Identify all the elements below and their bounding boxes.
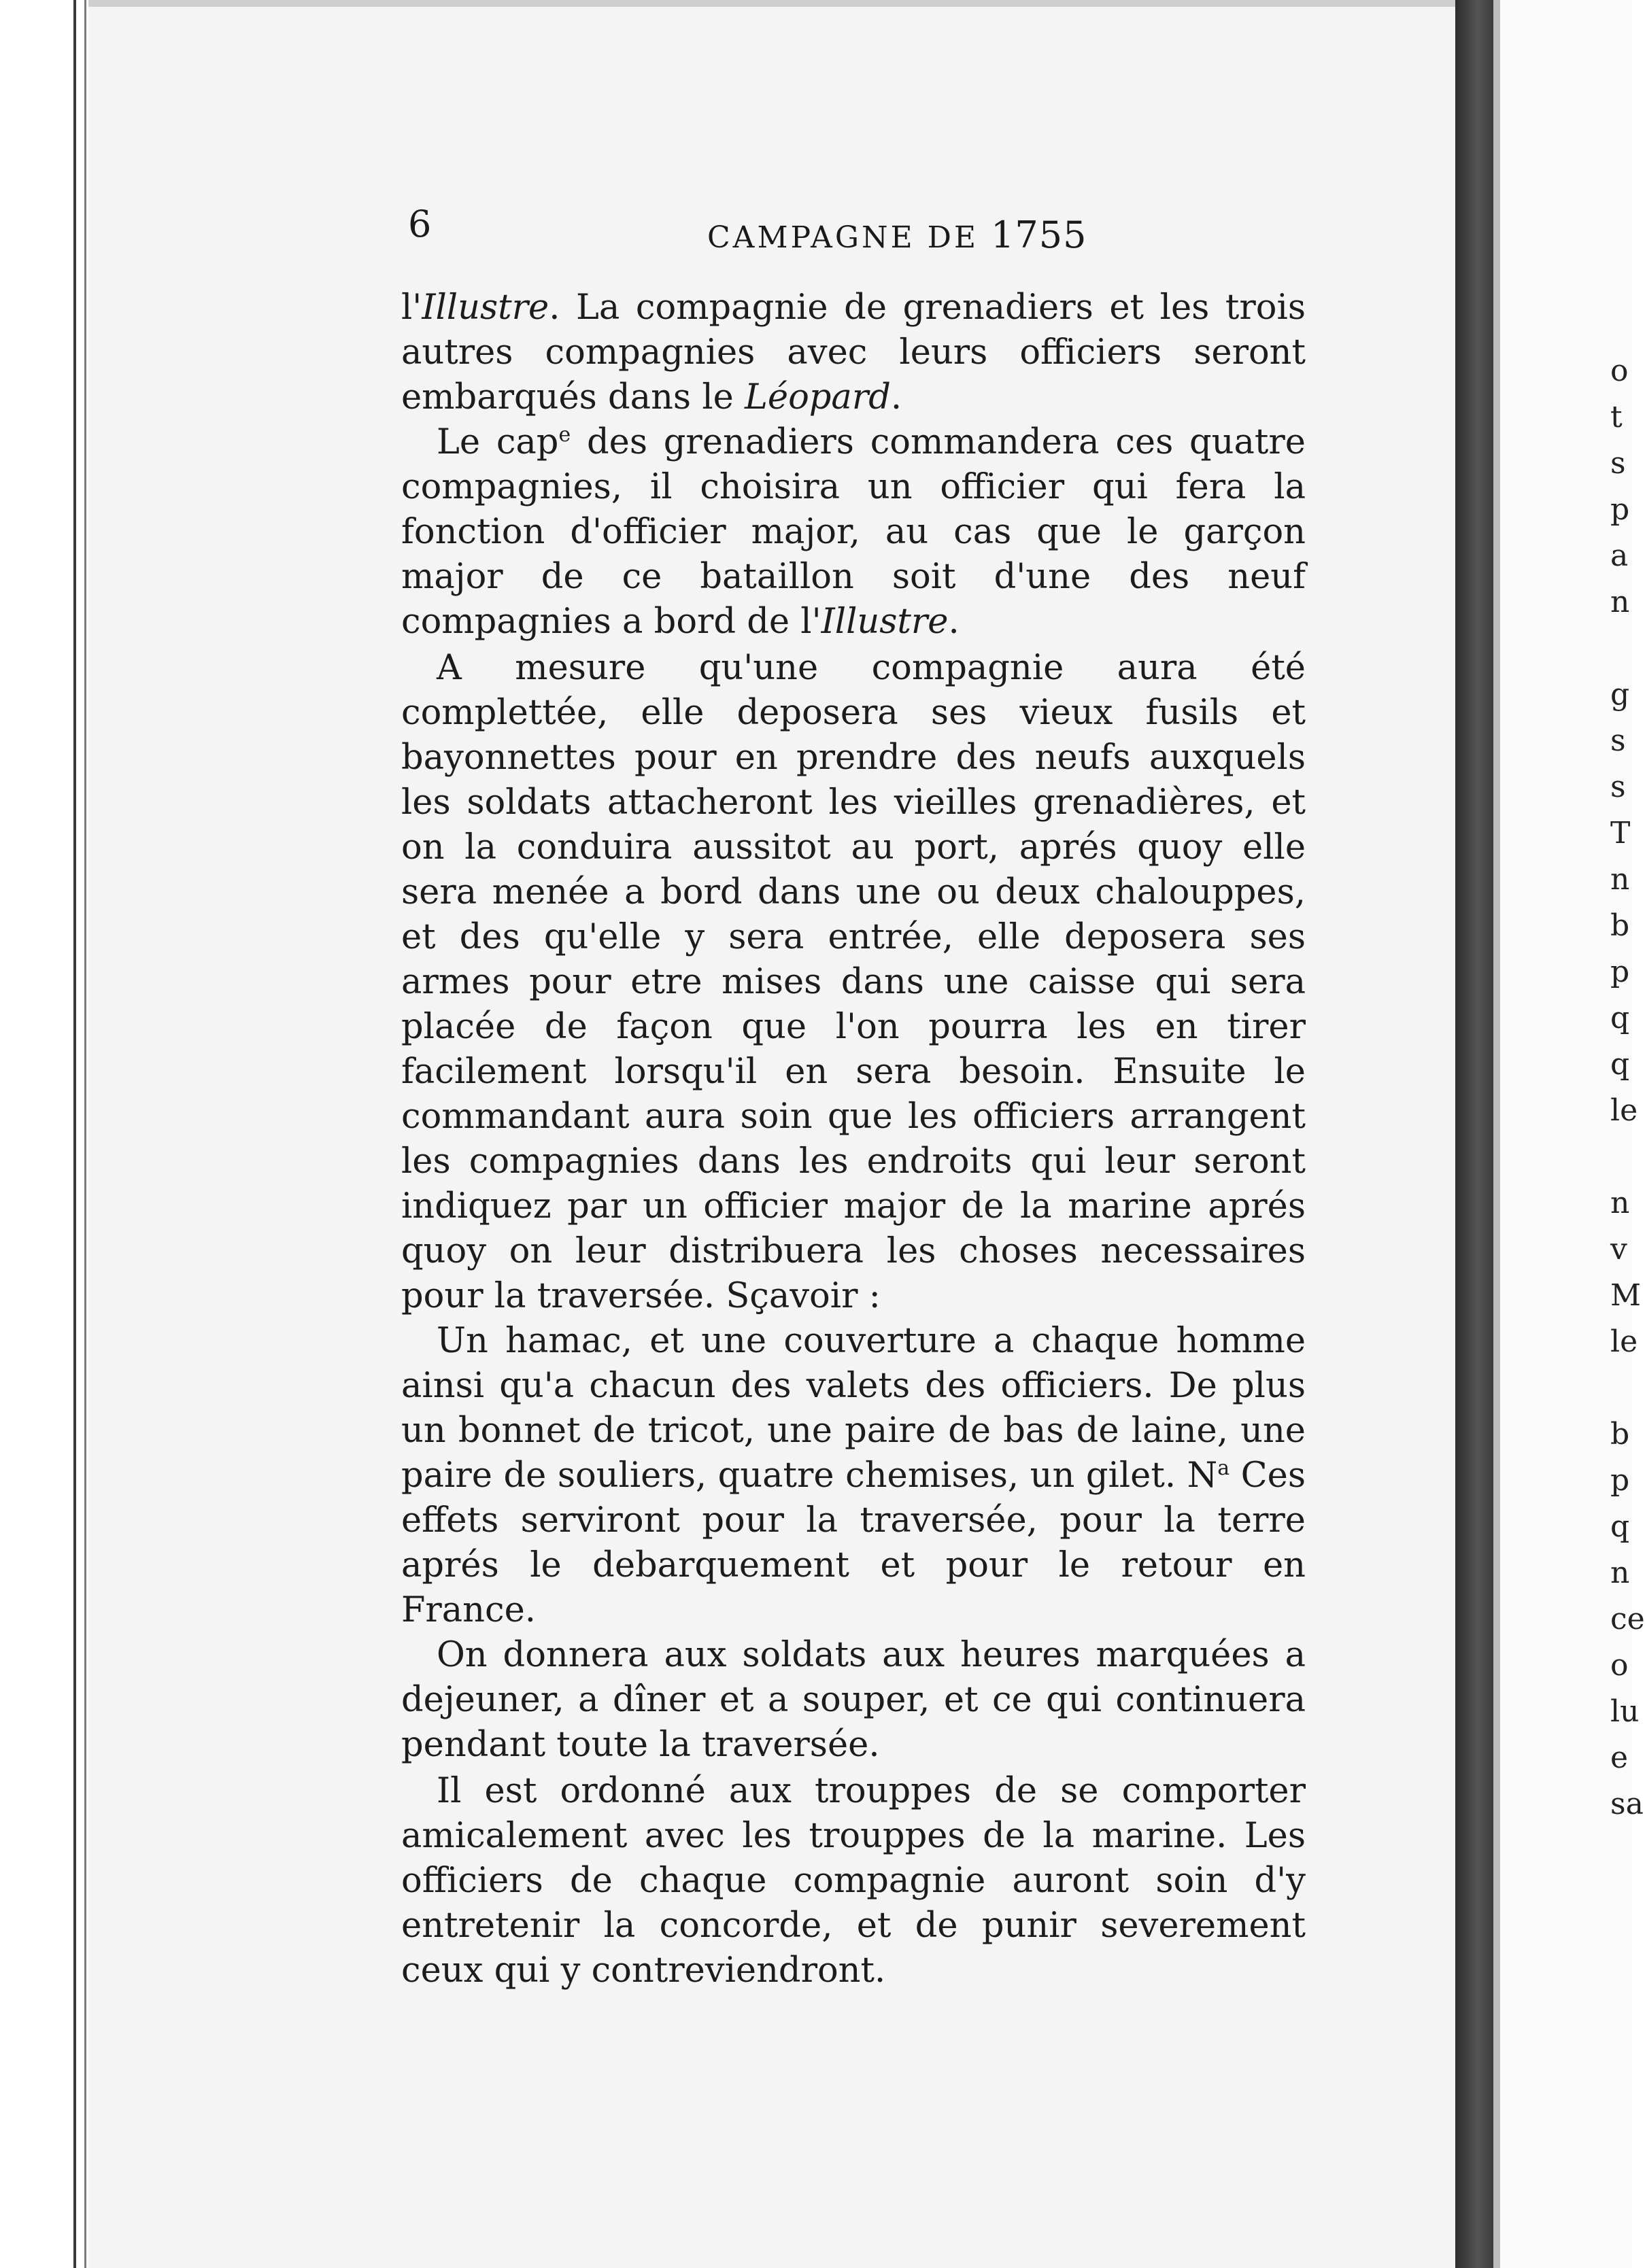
paragraph-6: Il est ordonné aux trouppes de se comporter amicalement avec les trouppes de la marine. Les officiers de chaque compagnie auront soin d'y entretenir la concorde, et de punir severement ceux qui y contreviendront.	[401, 1771, 1306, 1991]
page-number: 6	[408, 203, 434, 245]
facing-page-text	[1610, 348, 1645, 1827]
facing-page-fragment: M	[1610, 1278, 1642, 1313]
facing-page-fragment: p	[1610, 1463, 1630, 1498]
facing-page-fragment: p	[1610, 492, 1630, 527]
paragraph-5: On donnera aux soldats aux heures marquées a dejeuner, a dîner et a souper, et ce qui continuera pendant toute la traversée.	[401, 1635, 1306, 1765]
facing-page-fragment	[1610, 625, 1638, 672]
facing-page-fragment: lu	[1610, 1694, 1640, 1729]
scan-edge-line	[84, 0, 86, 2268]
facing-page-fragment: sa	[1610, 1787, 1644, 1821]
facing-page-fragment: v	[1610, 1232, 1627, 1267]
facing-page-fragment: o	[1610, 1648, 1629, 1683]
facing-page-fragment: b	[1610, 908, 1630, 943]
page-body	[401, 286, 1306, 1993]
facing-page-fragment: s	[1610, 446, 1626, 481]
p1-end: .	[890, 377, 902, 417]
facing-page-fragment: e	[1610, 1740, 1629, 1775]
running-title-text: CAMPAGNE DE	[707, 220, 979, 255]
p2-superscript: e	[558, 423, 571, 447]
ship-name-illustre: Illustre	[422, 288, 549, 328]
facing-page-fragment: s	[1610, 770, 1626, 804]
facing-page-fragment	[1610, 1365, 1638, 1411]
facing-page-fragment	[1610, 1134, 1638, 1180]
facing-page-fragment: p	[1610, 955, 1630, 989]
facing-page-fragment: q	[1610, 1001, 1630, 1035]
binding-gutter-edge	[1493, 0, 1500, 2268]
running-title	[707, 213, 1087, 256]
binding-gutter	[1455, 0, 1493, 2268]
scan-left-margin	[0, 0, 95, 2268]
p2-end: .	[948, 602, 960, 642]
facing-page-fragment: b	[1610, 1417, 1630, 1451]
facing-page-fragment: n	[1610, 1556, 1630, 1590]
facing-page-fragment: q	[1610, 1509, 1630, 1544]
facing-page-fragment: n	[1610, 585, 1630, 619]
paragraph-3: A mesure qu'une compagnie aura été complettée, elle deposera ses vieux fusils et bayonnettes pour en prendre des neufs auxquels les soldats attacheront les vieilles grenadières, et on la conduira aussitot au port, aprés quoy elle sera menée a bord dans une ou deux chalouppes, et des qu'elle y sera entrée, elle deposera ses armes pour etre mises dans une caisse qui sera placée de façon que l'on pourra les en tirer facilement lorsqu'il en sera besoin. Ensuite le commandant aura soin que les officiers arrangent les compagnies dans les endroits qui leur seront indiquez par un officier major de la marine aprés quoy on leur distribuera les choses necessaires pour la traversée. Sçavoir :	[401, 648, 1306, 1316]
running-title-year: 1755	[991, 213, 1087, 256]
facing-page-fragment: a	[1610, 538, 1629, 573]
ship-name-leopard: Léopard	[745, 377, 891, 417]
p4-b: Ces effets serviront pour la traversée, pour la terre aprés le debarquement et pour le retour en France.	[401, 1456, 1306, 1630]
facing-page-fragment: T	[1610, 816, 1631, 850]
facing-page-fragment: q	[1610, 1047, 1630, 1082]
p1-start: l'	[401, 288, 422, 328]
p4-a: Un hamac, et une couverture a chaque homme ainsi qu'a chacun des valets des officiers. De plus un bonnet de tricot, une paire de bas de laine, une paire de souliers, quatre chemises, un gilet. N	[401, 1321, 1306, 1496]
p2-a: Le cap	[437, 422, 559, 462]
facing-page-fragment: ce	[1610, 1602, 1645, 1636]
page-top-shadow	[88, 0, 1455, 7]
facing-page-fragment: le	[1610, 1324, 1638, 1359]
paragraph-2	[401, 420, 1306, 645]
facing-page-fragment: g	[1610, 677, 1630, 712]
facing-page-fragment: t	[1610, 400, 1623, 434]
paragraph-4	[401, 1319, 1306, 1633]
facing-page-fragment: n	[1610, 862, 1630, 897]
scan-edge-line	[73, 0, 76, 2268]
paragraph-1	[401, 286, 1306, 420]
ship-name-illustre: Illustre	[821, 602, 949, 642]
facing-page-fragment: n	[1610, 1186, 1630, 1220]
p4-superscript: a	[1217, 1456, 1230, 1480]
facing-page-fragment: s	[1610, 723, 1626, 758]
facing-page-fragment: o	[1610, 354, 1629, 388]
facing-page-fragment: le	[1610, 1093, 1638, 1128]
p1-mid: . La compagnie de grenadiers et les trois autres compagnies avec leurs officiers seront embarqués dans le	[401, 288, 1306, 417]
p2-b: des grenadiers commandera ces quatre compagnies, il choisira un officier qui fera la fonction d'officier major, au cas que le garçon major de ce bataillon soit d'une des neuf compagnies a bord de l'	[401, 422, 1306, 642]
